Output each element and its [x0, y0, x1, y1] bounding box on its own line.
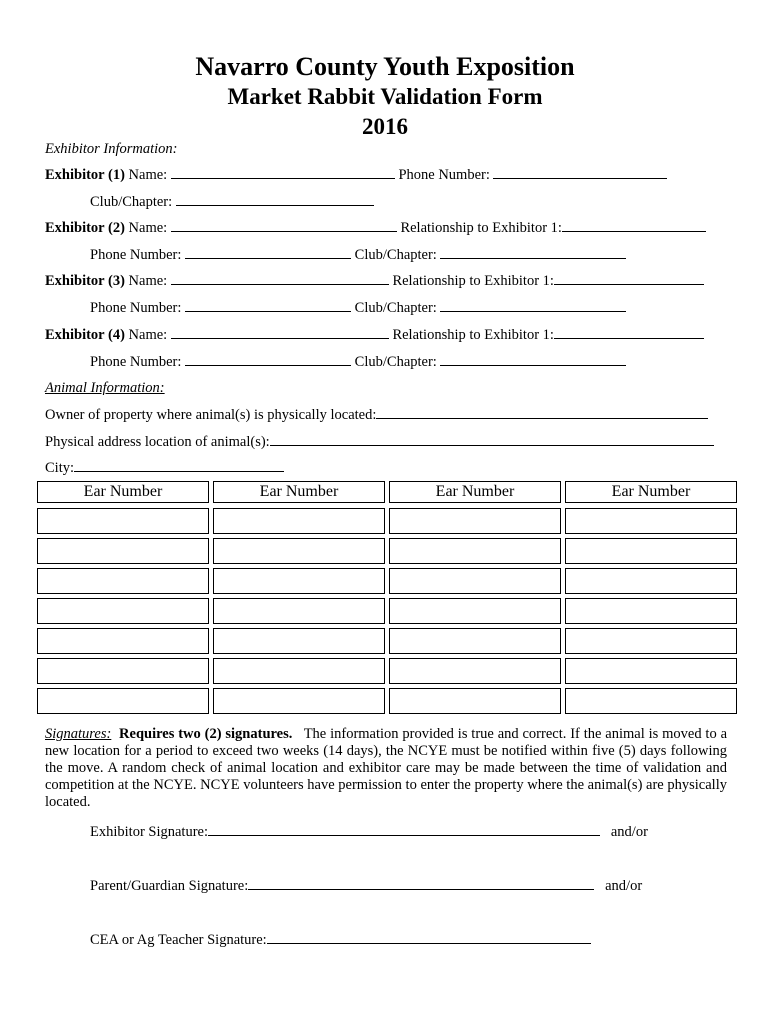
city-field[interactable] [74, 460, 284, 472]
ear-number-header: Ear Number [37, 481, 209, 503]
form-subtitle: Market Rabbit Validation Form [227, 84, 543, 109]
exhibitor-3-club-label: Club/Chapter: [354, 300, 437, 316]
ear-number-cell[interactable] [389, 658, 561, 684]
exhibitor-3-contact-row [90, 300, 626, 317]
exhibitor-2-relationship-label: Relationship to Exhibitor 1: [400, 220, 562, 236]
ear-number-cell[interactable] [389, 628, 561, 654]
ear-number-cell[interactable] [389, 538, 561, 564]
signatures-heading: Signatures: [45, 726, 112, 742]
address-label: Physical address location of animal(s): [45, 434, 270, 450]
cea-signature-field[interactable] [267, 932, 591, 944]
exhibitor-4-relationship-label: Relationship to Exhibitor 1: [392, 327, 554, 343]
exhibitor-2-name-label: Name: [128, 220, 168, 236]
ear-number-cell[interactable] [389, 568, 561, 594]
exhibitor-1-phone-field[interactable] [493, 167, 667, 179]
form-title: Navarro County Youth Exposition [195, 52, 575, 81]
ear-number-cell[interactable] [213, 538, 385, 564]
owner-row [45, 407, 708, 424]
exhibitor-info-heading: Exhibitor Information: [45, 141, 178, 157]
ear-number-cell[interactable] [565, 568, 737, 594]
ear-number-cell[interactable] [213, 568, 385, 594]
ear-number-cell[interactable] [37, 658, 209, 684]
exhibitor-2-relationship-field[interactable] [562, 220, 706, 232]
exhibitor-3-phone-label: Phone Number: [90, 300, 182, 316]
ear-number-cell[interactable] [37, 628, 209, 654]
ear-number-cell[interactable] [565, 508, 737, 534]
exhibitor-4-row [45, 327, 704, 344]
ear-number-cell[interactable] [213, 508, 385, 534]
ear-number-cell[interactable] [37, 688, 209, 714]
parent-signature-row [90, 878, 642, 895]
ear-number-header: Ear Number [565, 481, 737, 503]
parent-signature-label: Parent/Guardian Signature: [90, 878, 249, 894]
exhibitor-2-phone-field[interactable] [185, 247, 351, 259]
exhibitor-2-label: Exhibitor (2) [45, 220, 125, 236]
parent-signature-field[interactable] [248, 878, 594, 890]
owner-label: Owner of property where animal(s) is physically located: [45, 407, 377, 423]
parent-signature-andor: and/or [605, 878, 643, 894]
exhibitor-3-row [45, 273, 704, 290]
exhibitor-2-club-label: Club/Chapter: [354, 247, 437, 263]
exhibitor-signature-andor: and/or [610, 824, 648, 840]
owner-field[interactable] [376, 407, 708, 419]
exhibitor-4-name-label: Name: [128, 327, 168, 343]
exhibitor-1-label: Exhibitor (1) [45, 167, 125, 183]
exhibitor-2-club-field[interactable] [440, 247, 626, 259]
ear-number-cell[interactable] [37, 538, 209, 564]
ear-number-header: Ear Number [213, 481, 385, 503]
exhibitor-2-phone-label: Phone Number: [90, 247, 182, 263]
ear-number-cell[interactable] [213, 658, 385, 684]
exhibitor-4-contact-row [90, 354, 626, 371]
ear-number-cell[interactable] [213, 598, 385, 624]
exhibitor-4-name-field[interactable] [171, 327, 389, 339]
exhibitor-4-club-label: Club/Chapter: [354, 354, 437, 370]
exhibitor-1-club-field[interactable] [176, 194, 374, 206]
cea-signature-label: CEA or Ag Teacher Signature: [90, 932, 267, 948]
exhibitor-3-name-label: Name: [128, 273, 168, 289]
exhibitor-2-name-field[interactable] [171, 220, 397, 232]
exhibitor-4-relationship-field[interactable] [554, 327, 704, 339]
signatures-paragraph [45, 726, 727, 811]
exhibitor-signature-field[interactable] [208, 824, 600, 836]
exhibitor-4-label: Exhibitor (4) [45, 327, 125, 343]
ear-number-cell[interactable] [389, 688, 561, 714]
signatures-text: The information provided is true and correct. If the animal is moved to a new location for a period to exceed two weeks (14 days), the NCYE must be notified within five (5) days following the move. A random check of animal location and exhibitor care may be made between the time of validation and competition at the NCYE. NCYE volunteers have permission to enter the property where the animal(s) are physically located. [45, 726, 728, 810]
exhibitor-3-club-field[interactable] [440, 300, 626, 312]
exhibitor-signature-row [90, 824, 648, 841]
exhibitor-signature-label: Exhibitor Signature: [90, 824, 208, 840]
ear-number-cell[interactable] [213, 688, 385, 714]
ear-number-cell[interactable] [565, 658, 737, 684]
address-field[interactable] [270, 434, 714, 446]
city-label: City: [45, 460, 75, 476]
exhibitor-1-row [45, 167, 667, 184]
ear-number-cell[interactable] [565, 688, 737, 714]
signatures-requirement: Requires two (2) signatures. [119, 726, 293, 742]
address-row [45, 434, 714, 451]
exhibitor-1-phone-label: Phone Number: [398, 167, 490, 183]
exhibitor-2-row [45, 220, 706, 237]
exhibitor-3-name-field[interactable] [171, 273, 389, 285]
ear-number-cell[interactable] [37, 568, 209, 594]
exhibitor-3-label: Exhibitor (3) [45, 273, 125, 289]
ear-number-cell[interactable] [37, 508, 209, 534]
exhibitor-2-contact-row [90, 247, 626, 264]
form-year: 2016 [362, 114, 408, 139]
ear-number-header: Ear Number [389, 481, 561, 503]
ear-number-cell[interactable] [37, 598, 209, 624]
exhibitor-3-phone-field[interactable] [185, 300, 351, 312]
exhibitor-1-name-label: Name: [128, 167, 168, 183]
city-row [45, 460, 284, 477]
ear-number-cell[interactable] [565, 538, 737, 564]
exhibitor-3-relationship-label: Relationship to Exhibitor 1: [392, 273, 554, 289]
exhibitor-3-relationship-field[interactable] [554, 273, 704, 285]
cea-signature-row [90, 932, 591, 949]
ear-number-cell[interactable] [565, 628, 737, 654]
exhibitor-1-club-label: Club/Chapter: [90, 194, 173, 210]
exhibitor-4-phone-label: Phone Number: [90, 354, 182, 370]
ear-number-cell[interactable] [389, 508, 561, 534]
exhibitor-1-name-field[interactable] [171, 167, 395, 179]
ear-number-cell[interactable] [389, 598, 561, 624]
animal-info-heading: Animal Information: [45, 380, 165, 396]
exhibitor-4-phone-field[interactable] [185, 354, 351, 366]
ear-number-cell[interactable] [565, 598, 737, 624]
exhibitor-1-club-row [90, 194, 374, 211]
ear-number-cell[interactable] [213, 628, 385, 654]
exhibitor-4-club-field[interactable] [440, 354, 626, 366]
